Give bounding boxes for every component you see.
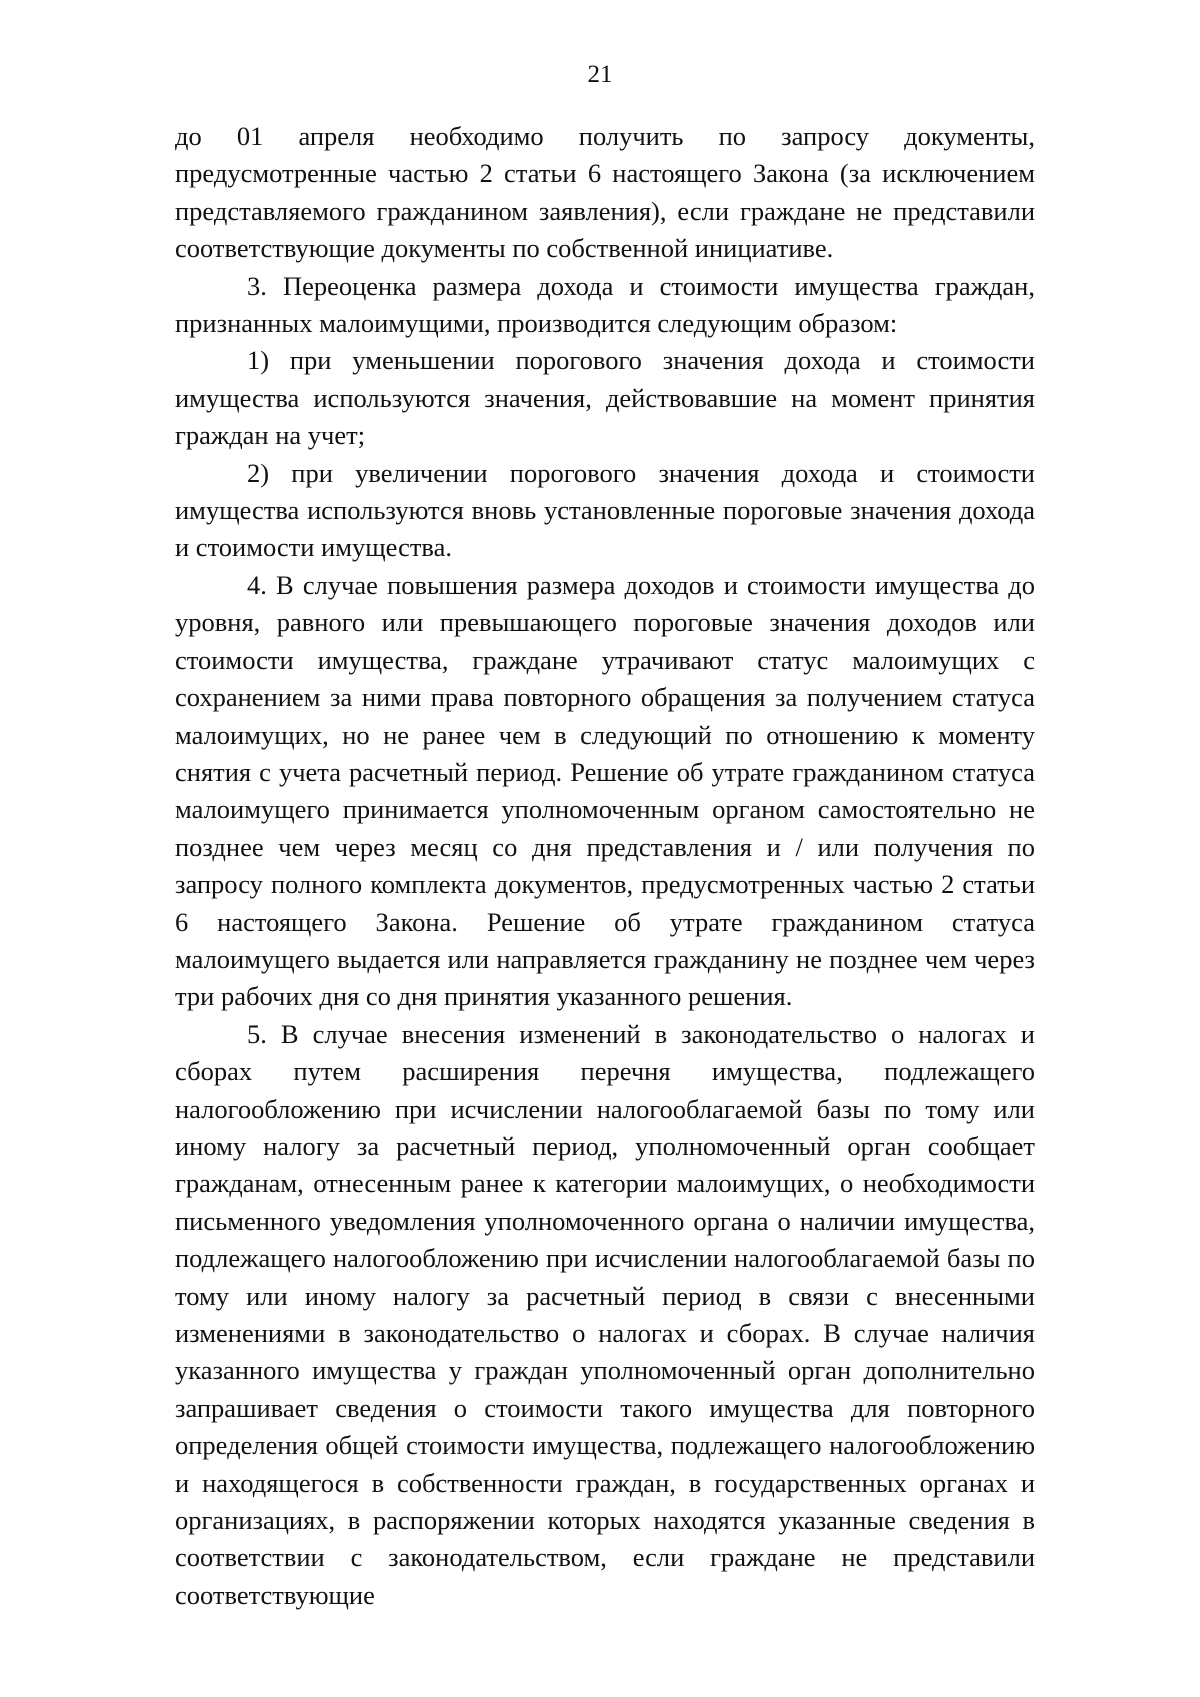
paragraph-5: 5. В случае внесения изменений в законодательство о налогах и сборах путем расширения перечня имущества, подлежащего налогообложению при исчислении налогооблагаемой базы по тому или иному налогу за расчетный период, уполномоченный орган сообщает гражданам, отнесенным ранее к категории малоимущих, о необходимости письменного уведомления уполномоченного органа о наличии имущества, подлежащего налогообложению при исчислении налогооблагаемой базы по тому или иному налогу за расчетный период в связи с внесенными изменениями в законодательство о налогах и сборах. В случае наличия указанного имущества у граждан уполномоченный орган дополнительно запрашивает сведения о стоимости такого имущества для повторного определения общей стоимости имущества, подлежащего налогообложению и находящегося в собственности граждан, в государственных органах и организациях, в распоряжении которых находятся указанные сведения в соответствии с законодательством, если граждане не представили соответствующие <box>175 1018 1035 1610</box>
paragraph-4: 4. В случае повышения размера доходов и стоимости имущества до уровня, равного или превышающего пороговые значения доходов или стоимости имущества, граждане утрачивают статус малоимущих с сохранением за ними права повторного обращения за получением статуса малоимущих, но не ранее чем в следующий по отношению к моменту снятия с учета расчетный период. Решение об утрате гражданином статуса малоимущего принимается уполномоченным органом самостоятельно не позднее чем через месяц со дня представления и / или получения по запросу полного комплекта документов, предусмотренных частью 2 статьи 6 настоящего Закона. Решение об утрате гражданином статуса малоимущего выдается или направляется гражданину не позднее чем через три рабочих дня со дня принятия указанного решения. <box>175 569 1035 1012</box>
document-body <box>175 118 1035 1614</box>
paragraph-3-item-1: 1) при уменьшении порогового значения дохода и стоимости имущества используются значения, действовавшие на момент принятия граждан на учет; <box>175 345 1035 451</box>
paragraph-3-item-2: 2) при увеличении порогового значения дохода и стоимости имущества используются вновь установленные пороговые значения дохода и стоимости имущества. <box>175 457 1035 563</box>
paragraph-continuation: до 01 апреля необходимо получить по запросу документы, предусмотренные частью 2 статьи 6 настоящего Закона (за исключением представляемого гражданином заявления), если граждане не представили соответствующие документы по собственной инициативе. <box>175 121 1035 264</box>
paragraph-3: 3. Переоценка размера дохода и стоимости имущества граждан, признанных малоимущими, производится следующим образом: <box>175 270 1035 339</box>
page-number: 21 <box>587 61 613 88</box>
